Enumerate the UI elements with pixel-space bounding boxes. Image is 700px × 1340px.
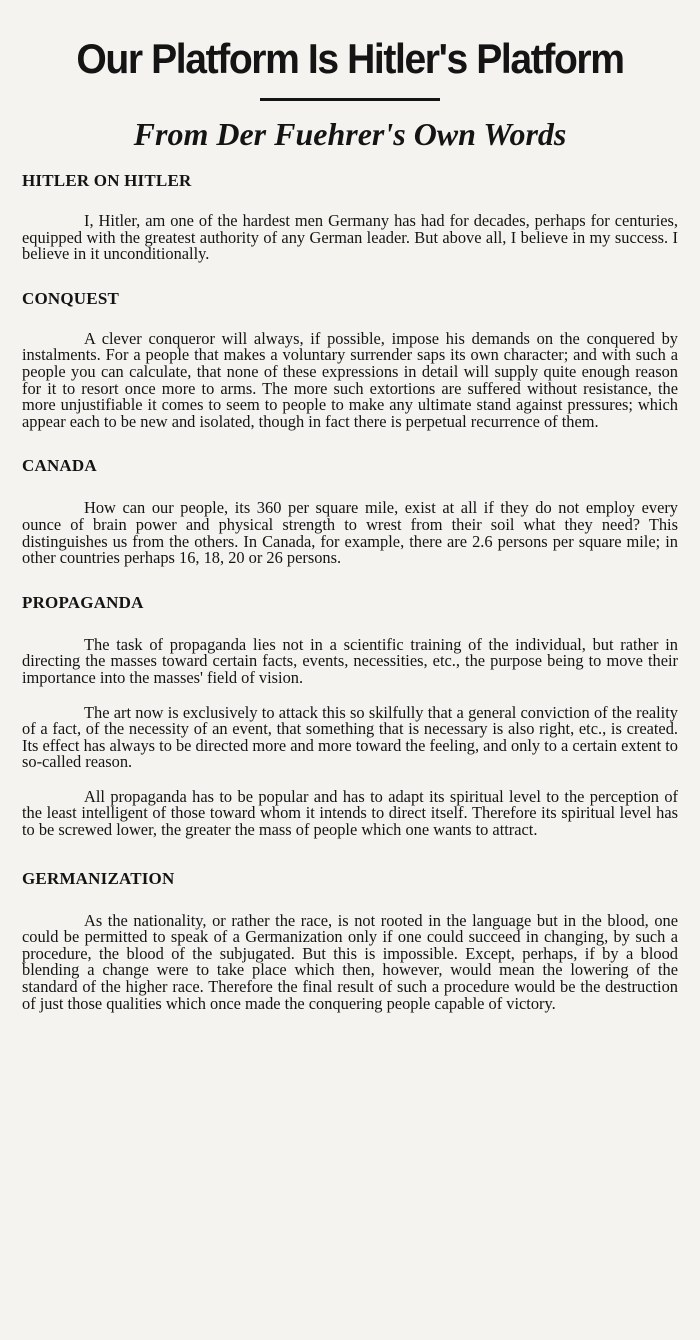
section-paragraph: I, Hitler, am one of the hardest men Germany has had for decades, perhaps for centuries, equipped with the greatest authority of any German leader. But above all, I believe in my success. I believe in it unconditionally. <box>22 211 678 264</box>
headline-rule <box>260 98 440 101</box>
section-germanization <box>22 869 678 1013</box>
section-paragraph: As the nationality, or rather the race, is not rooted in the language but in the blood, one could be permitted to speak of a Germanization only if one could succeed in changing, by such a procedure, the blood of the subjugated. But this is impossible. Except, perhaps, if by a blood blending a change were to take place which then, however, would mean the lowering of the standard of the higher race. Therefore the final result of such a procedure would be the destruction of just those qualities which once made the conquering people capable of victory. <box>22 910 678 1013</box>
section-title: PROPAGANDA <box>22 592 144 612</box>
section-paragraph: A clever conqueror will always, if possible, impose his demands on the conquered by instalments. For a people that makes a voluntary surrender saps its own character; and with such a people you can calculate, that none of these expressions in detail will supply quite enough reason for it to resort once more to arms. The more such extortions are suffered without resistance, the more unjustifiable it comes to seem to people to make any ultimate stand against pressures; which appear each to be new and isolated, though in fact there is perpetual recurrence of them. <box>22 328 678 431</box>
section-title: HITLER ON HITLER <box>22 171 192 190</box>
section-title: GERMANIZATION <box>22 868 175 888</box>
section-conquest <box>22 289 678 431</box>
section-canada <box>22 456 678 566</box>
section-hitler-on-hitler <box>22 171 678 263</box>
subheadline: From Der Fuehrer's Own Words <box>133 116 567 152</box>
headline: Our Platform Is Hitler's Platform <box>76 35 624 82</box>
section-title: CANADA <box>22 456 97 476</box>
section-paragraph: The task of propaganda lies not in a scientific training of the individual, but rather in directing the masses toward certain facts, events, necessities, etc., the purpose being to move their importance into the masses' field of vision. <box>22 634 678 687</box>
section-paragraph: The art now is exclusively to attack this so skilfully that a general conviction of the reality of a fact, of the necessity of an event, that something that is necessary is also right, etc., is created. Its effect has always to be directed more and more toward the feeling, and only to a certain extent to so-called reason. <box>22 702 678 772</box>
section-paragraph: All propaganda has to be popular and has to adapt its spiritual level to the perception of the least intelligent of those toward whom it intends to direct itself. Therefore its spiritual level has to be screwed lower, the greater the mass of people which one wants to attract. <box>22 786 678 840</box>
section-paragraph: How can our people, its 360 per square mile, exist at all if they do not employ every ounce of brain power and physical strength to wrest from their soil what they need? This distinguishes us from the others. In Canada, for example, there are 2.6 persons per square mile; in other countries perhaps 16, 18, 20 or 26 persons. <box>22 498 678 568</box>
section-propaganda <box>22 593 678 839</box>
section-title: CONQUEST <box>22 288 120 308</box>
